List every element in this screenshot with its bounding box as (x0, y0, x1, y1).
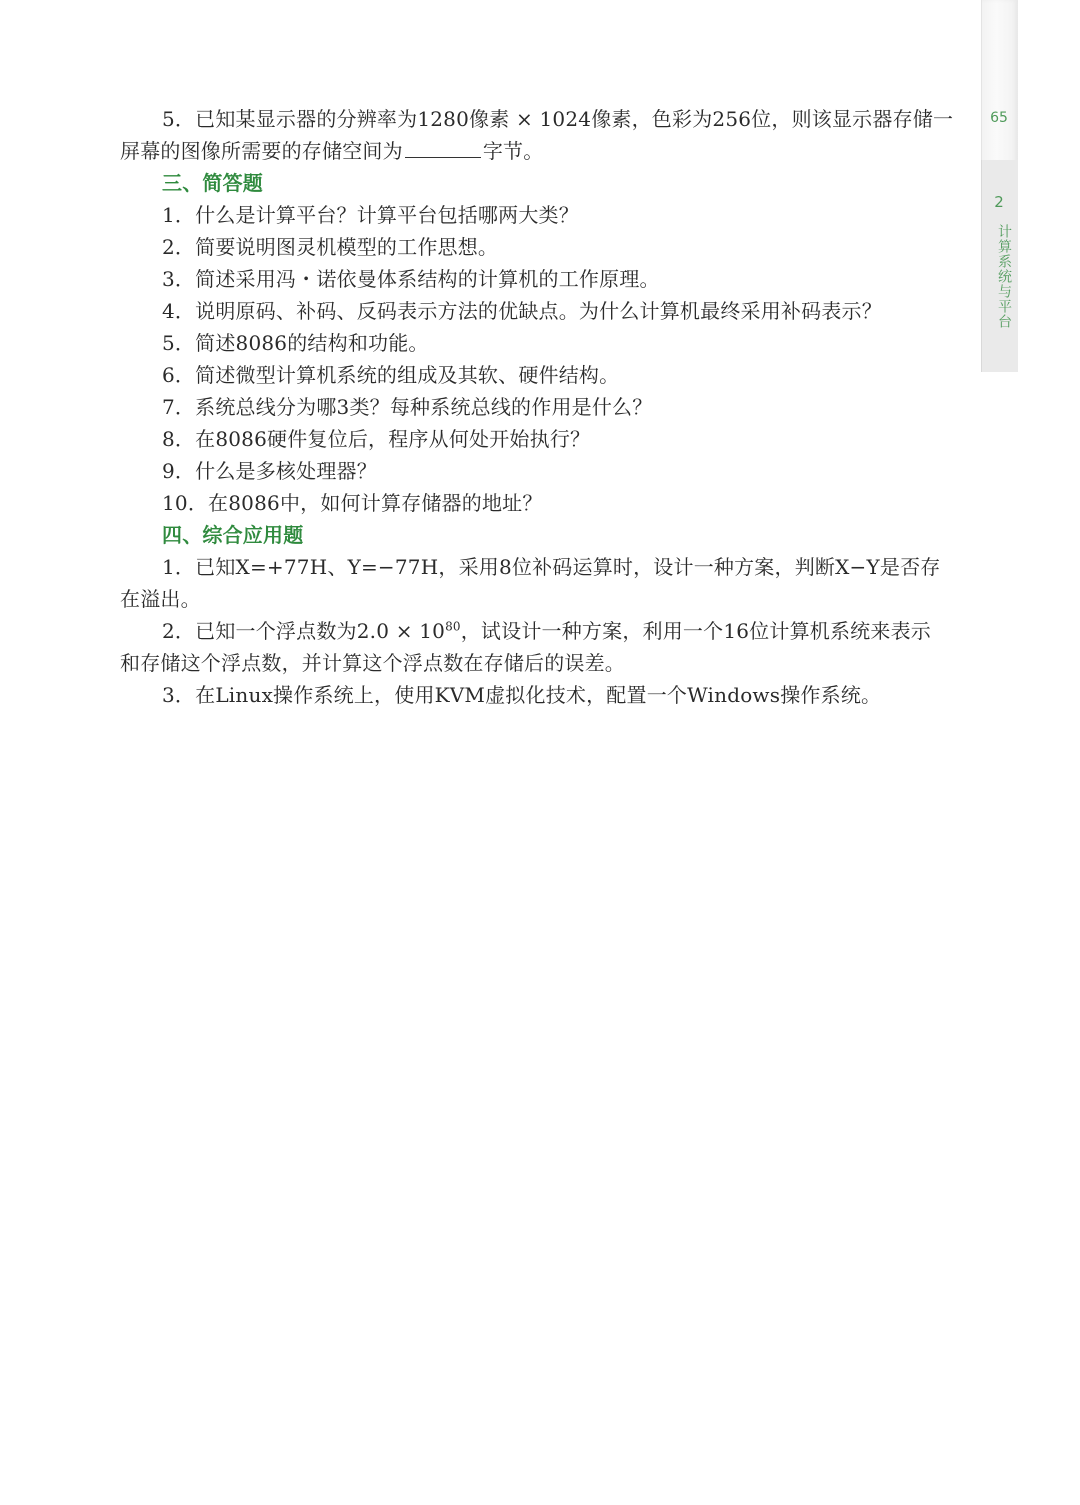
fill-blank-question-line1: 5．已知某显示器的分辨率为1280像素 × 1024像素，色彩为256位，则该显示器存储一 (162, 107, 954, 131)
comprehensive-item-3: 3．在Linux操作系统上，使用KVM虚拟化技术，配置一个Windows操作系统。 (162, 683, 882, 707)
item2-exponent: 80 (445, 619, 461, 634)
fill-blank-question-line2 (120, 135, 950, 167)
short-answer-item: 3．简述采用冯・诺依曼体系结构的计算机的工作原理。 (162, 267, 660, 291)
short-answer-item: 9．什么是多核处理器？ (162, 459, 377, 483)
short-answer-item: 4．说明原码、补码、反码表示方法的优缺点。为什么计算机最终采用补码表示？ (162, 299, 882, 323)
section-heading-short-answer: 三、简答题 (162, 171, 263, 195)
short-answer-item: 6．简述微型计算机系统的组成及其软、硬件结构。 (162, 363, 620, 387)
chapter-title: 计算系统与平台 (996, 224, 1012, 329)
section-heading-comprehensive: 四、综合应用题 (162, 523, 304, 547)
short-answer-item: 1．什么是计算平台？计算平台包括哪两大类？ (162, 203, 579, 227)
fill-blank-text-before: 屏幕的图像所需要的存储空间为 (120, 139, 403, 163)
short-answer-item: 8．在8086硬件复位后，程序从何处开始执行？ (162, 427, 591, 451)
short-answer-item: 10．在8086中，如何计算存储器的地址？ (162, 491, 543, 515)
comprehensive-item-1-line2: 在溢出。 (120, 587, 201, 611)
page-number: 65 (990, 110, 1008, 126)
comprehensive-item-2-line1 (120, 615, 950, 647)
item2-text-after: ，试设计一种方案，利用一个16位计算机系统来表示 (460, 619, 931, 643)
short-answer-item: 7．系统总线分为哪3类？每种系统总线的作用是什么？ (162, 395, 653, 419)
comprehensive-item-2-line2: 和存储这个浮点数，并计算这个浮点数在存储后的误差。 (120, 651, 625, 675)
comprehensive-item-1-line1: 1．已知X=+77H、Y=−77H，采用8位补码运算时，设计一种方案，判断X−Y是否存 (162, 555, 941, 579)
chapter-number: 2 (994, 193, 1004, 211)
answer-blank (405, 139, 481, 158)
fill-blank-text-after: 字节。 (482, 139, 544, 163)
item2-text-before: 2．已知一个浮点数为2.0 × 10 (162, 619, 446, 643)
short-answer-item: 5．简述8086的结构和功能。 (162, 331, 429, 355)
exercise-content (120, 103, 954, 711)
short-answer-item: 2．简要说明图灵机模型的工作思想。 (162, 235, 499, 259)
